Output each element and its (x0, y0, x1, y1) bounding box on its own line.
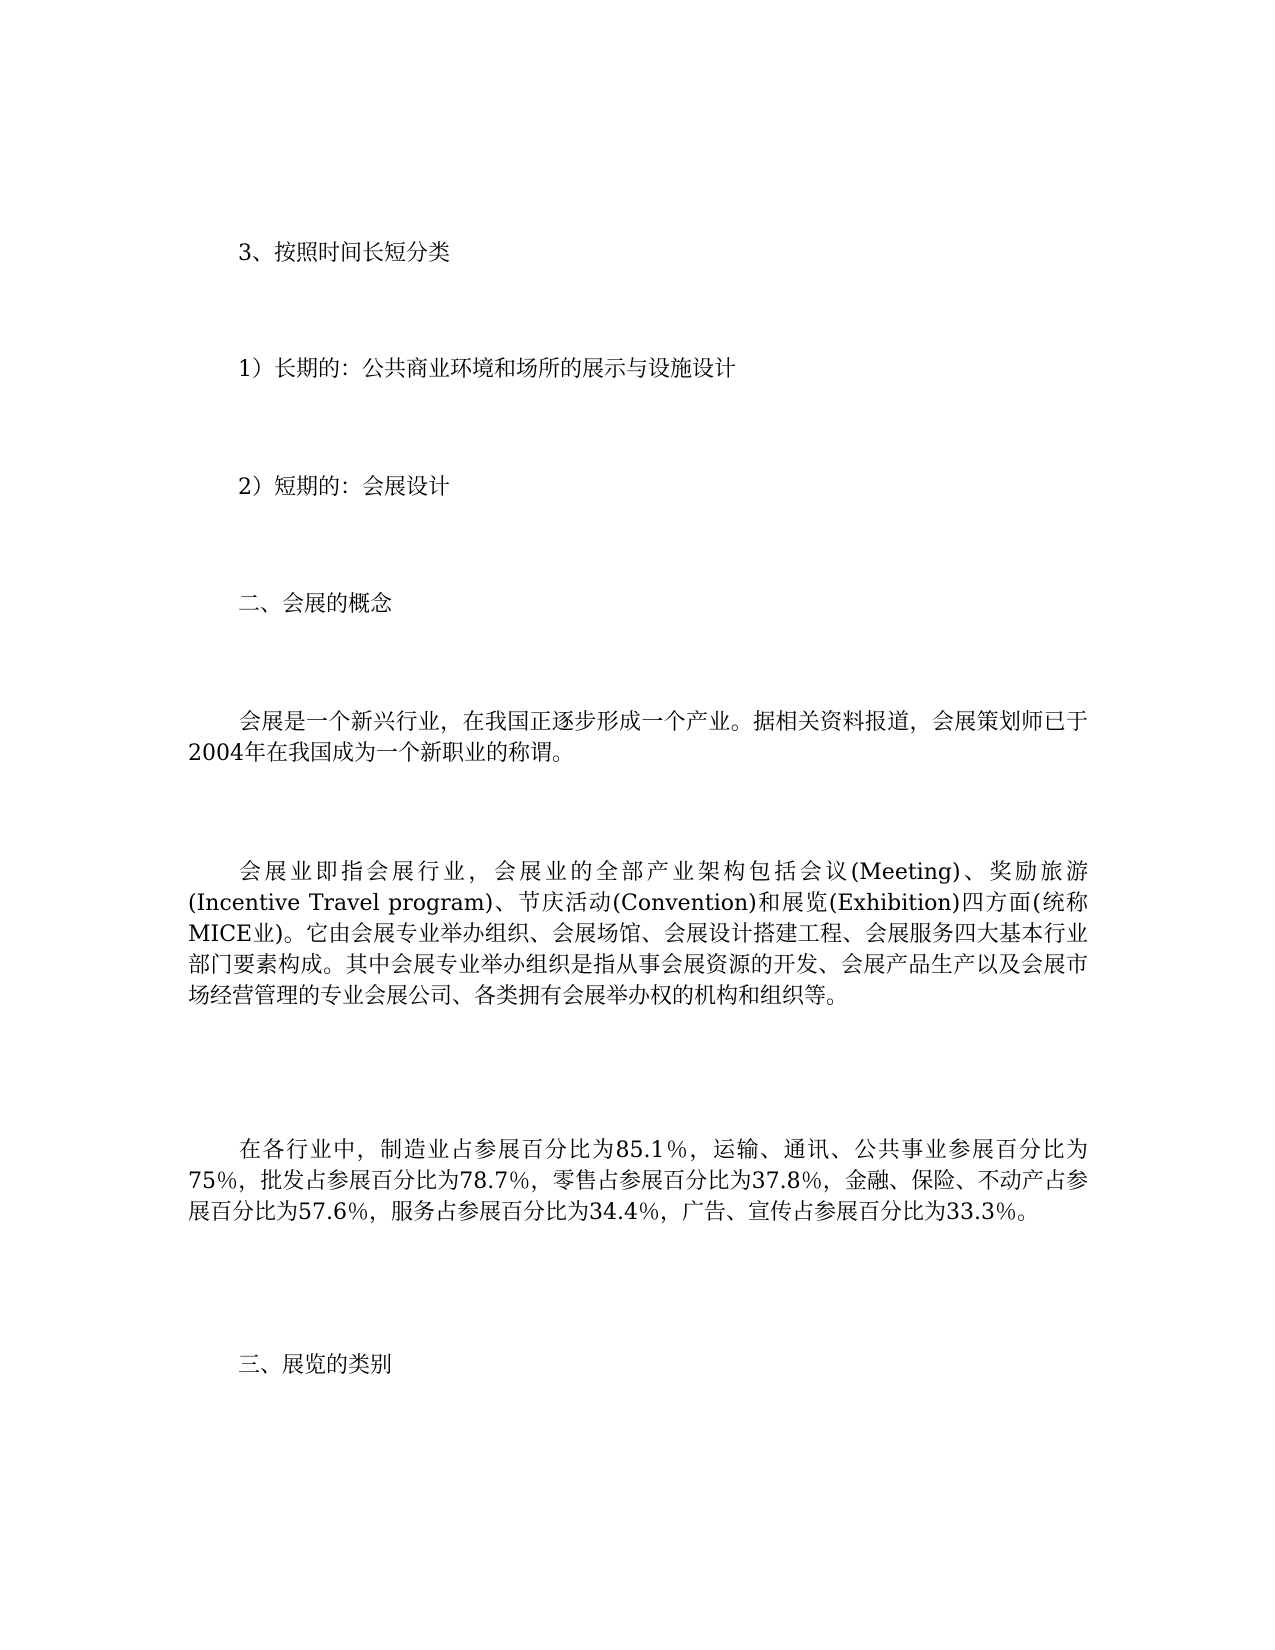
paragraph-industry-percentages: 在各行业中，制造业占参展百分比为85.1％，运输、通讯、公共事业参展百分比为75％，批发占参展百分比为78.7％，零售占参展百分比为37.8％，金融、保险、不动产占参展百分比为57.6％，服务占参展百分比为34.4％，广告、宣传占参展百分比为33.3％。 (188, 1138, 1088, 1225)
section-heading-exhibition-types: 三、展览的类别 (238, 1353, 393, 1378)
paragraph-industry-intro: 会展是一个新兴行业，在我国正逐步形成一个产业。据相关资料报道，会展策划师已于2004年在我国成为一个新职业的称谓。 (188, 710, 1088, 766)
paragraph-mice-definition: 会展业即指会展行业，会展业的全部产业架构包括会议(Meeting)、奖励旅游(Incentive Travel program)、节庆活动(Convention)和展览(Exhibition)四方面(统称MICE业)。它由会展专业举办组织、会展场馆、会展设计搭建工程、会展服务四大基本行业部门要素构成。其中会展专业举办组织是指从事会展资源的开发、会展产品生产以及会展市场经营管理的专业会展公司、各类拥有会展举办权的机构和组织等。 (188, 860, 1088, 1009)
subsection-heading-time-classification: 3、按照时间长短分类 (238, 241, 450, 266)
list-item-short-term: 2）短期的：会展设计 (238, 475, 450, 500)
list-item-long-term: 1）长期的：公共商业环境和场所的展示与设施设计 (238, 357, 736, 382)
section-heading-exhibition-concept: 二、会展的概念 (238, 592, 393, 617)
